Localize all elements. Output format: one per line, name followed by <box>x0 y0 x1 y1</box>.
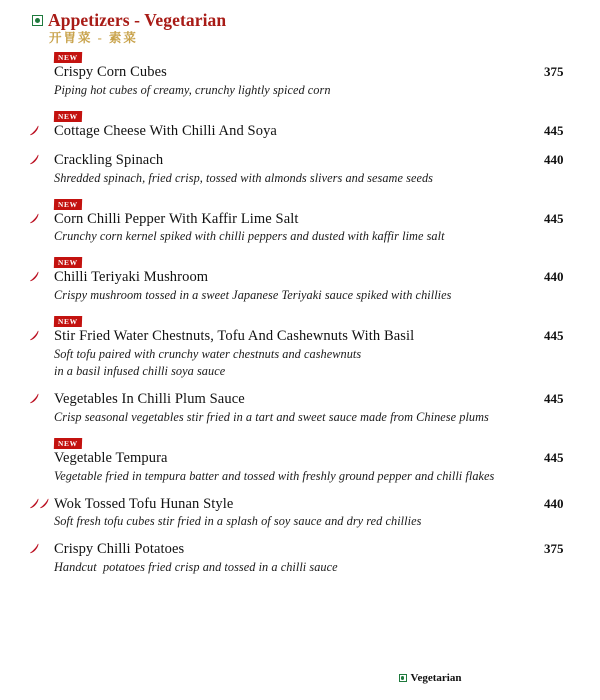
description-line: Soft tofu paired with crunchy water chestnuts and cashewnuts <box>54 347 362 362</box>
badge-row <box>54 109 578 121</box>
badge-row <box>54 314 578 326</box>
chilli-pepper-icon <box>30 543 39 554</box>
menu-item[interactable] <box>22 390 578 426</box>
menu-item-name: Wok Tossed Tofu Hunan Style <box>54 495 234 512</box>
menu-item-price: 440 <box>544 269 564 285</box>
new-badge: NEW <box>54 111 82 122</box>
description-line: Shredded spinach, fried crisp, tossed with almonds slivers and sesame seeds <box>54 170 434 185</box>
badge-row <box>54 436 578 448</box>
menu-item-description <box>54 287 578 304</box>
description-line: Piping hot cubes of creamy, crunchy lightly spiced corn <box>54 82 331 97</box>
new-badge: NEW <box>54 316 82 327</box>
menu-item-description <box>54 228 578 245</box>
menu-item-header <box>54 210 578 229</box>
menu-item-header <box>54 390 578 409</box>
new-badge: NEW <box>54 257 82 268</box>
menu-item[interactable] <box>22 255 578 304</box>
menu-item-header <box>54 449 578 468</box>
menu-item[interactable] <box>22 197 578 246</box>
badge-row <box>54 50 578 62</box>
menu-item-description <box>54 346 578 380</box>
menu-item[interactable] <box>22 151 578 187</box>
menu-item-header <box>54 540 578 559</box>
description-line: Soft fresh tofu cubes stir fried in a splash of soy sauce and dry red chillies <box>54 514 422 529</box>
menu-item[interactable] <box>22 109 578 141</box>
menu-item[interactable] <box>22 436 578 485</box>
menu-item-name: Corn Chilli Pepper With Kaffir Lime Salt <box>54 210 299 227</box>
menu-item-description <box>54 170 578 187</box>
spice-level-indicator <box>30 330 56 341</box>
menu-item-header <box>54 268 578 287</box>
new-badge: NEW <box>54 438 82 449</box>
menu-item-price: 375 <box>544 541 564 557</box>
chilli-pepper-icon <box>40 498 49 509</box>
menu-item-price: 375 <box>544 64 564 80</box>
menu-item-name: Crispy Corn Cubes <box>54 64 167 81</box>
menu-item-header <box>54 151 578 170</box>
menu-item[interactable] <box>22 50 578 99</box>
menu-item-list <box>22 50 578 576</box>
spice-level-indicator <box>30 498 56 509</box>
menu-item-description <box>54 82 578 99</box>
menu-item-description <box>54 559 578 576</box>
badge-row <box>54 197 578 209</box>
menu-item-name: Crackling Spinach <box>54 151 164 168</box>
menu-item[interactable] <box>22 540 578 576</box>
menu-item-price: 445 <box>544 328 564 344</box>
chilli-pepper-icon <box>30 498 39 509</box>
veg-mark-icon <box>399 674 407 682</box>
chilli-pepper-icon <box>30 393 39 404</box>
menu-item-description <box>54 513 578 530</box>
description-line: Crispy mushroom tossed in a sweet Japanese Teriyaki sauce spiked with chillies <box>54 288 452 303</box>
chilli-pepper-icon <box>30 125 39 136</box>
menu-item-header <box>54 327 578 346</box>
menu-item-header <box>54 122 578 141</box>
description-line: Crunchy corn kernel spiked with chilli peppers and dusted with kaffir lime salt <box>54 229 445 244</box>
menu-item-name: Chilli Teriyaki Mushroom <box>54 269 209 286</box>
menu-item-price: 445 <box>544 449 564 465</box>
chilli-pepper-icon <box>30 271 39 282</box>
chilli-pepper-icon <box>30 330 39 341</box>
spice-level-indicator <box>30 271 56 282</box>
section-header <box>32 10 578 46</box>
menu-item-description <box>54 409 578 426</box>
menu-item-price: 440 <box>544 495 564 511</box>
spice-level-indicator <box>30 125 56 136</box>
spice-level-indicator <box>30 393 56 404</box>
spice-level-indicator <box>30 213 56 224</box>
description-line: Handcut potatoes fried crisp and tossed in a chilli sauce <box>54 560 338 575</box>
menu-item-price: 445 <box>544 210 564 226</box>
veg-mark-icon <box>32 15 43 26</box>
menu-item-name: Vegetable Tempura <box>54 449 168 466</box>
menu-item-header <box>54 63 578 82</box>
new-badge: NEW <box>54 52 82 63</box>
menu-item-description <box>54 468 578 485</box>
menu-item-name: Stir Fried Water Chestnuts, Tofu And Cashewnuts With Basil <box>54 328 415 345</box>
menu-item-price: 445 <box>544 391 564 406</box>
legend <box>0 672 600 684</box>
chilli-pepper-icon <box>30 154 39 165</box>
chilli-pepper-icon <box>30 213 39 224</box>
new-badge: NEW <box>54 199 82 210</box>
legend-label: Vegetarian <box>410 672 462 684</box>
page-title: Appetizers - Vegetarian <box>48 10 227 30</box>
menu-item-name: Cottage Cheese With Chilli And Soya <box>54 122 277 139</box>
menu-item[interactable] <box>22 314 578 380</box>
badge-row <box>54 255 578 267</box>
menu-item-name: Vegetables In Chilli Plum Sauce <box>54 391 245 407</box>
spice-level-indicator <box>30 543 56 554</box>
menu-item-name: Crispy Chilli Potatoes <box>54 541 185 558</box>
menu-item-price: 440 <box>544 151 564 167</box>
description-line: in a basil infused chilli soya sauce <box>54 364 226 379</box>
menu-item[interactable] <box>22 495 578 531</box>
spice-level-indicator <box>30 154 56 165</box>
menu-item-price: 445 <box>544 122 564 138</box>
description-line: Crisp seasonal vegetables stir fried in a tart and sweet sauce made from Chinese plums <box>54 409 489 424</box>
description-line: Vegetable fried in tempura batter and tossed with freshly ground pepper and chilli flakes <box>54 468 495 483</box>
menu-item-header <box>54 495 578 514</box>
page-title-chinese: 开胃菜 - 素菜 <box>49 31 138 46</box>
